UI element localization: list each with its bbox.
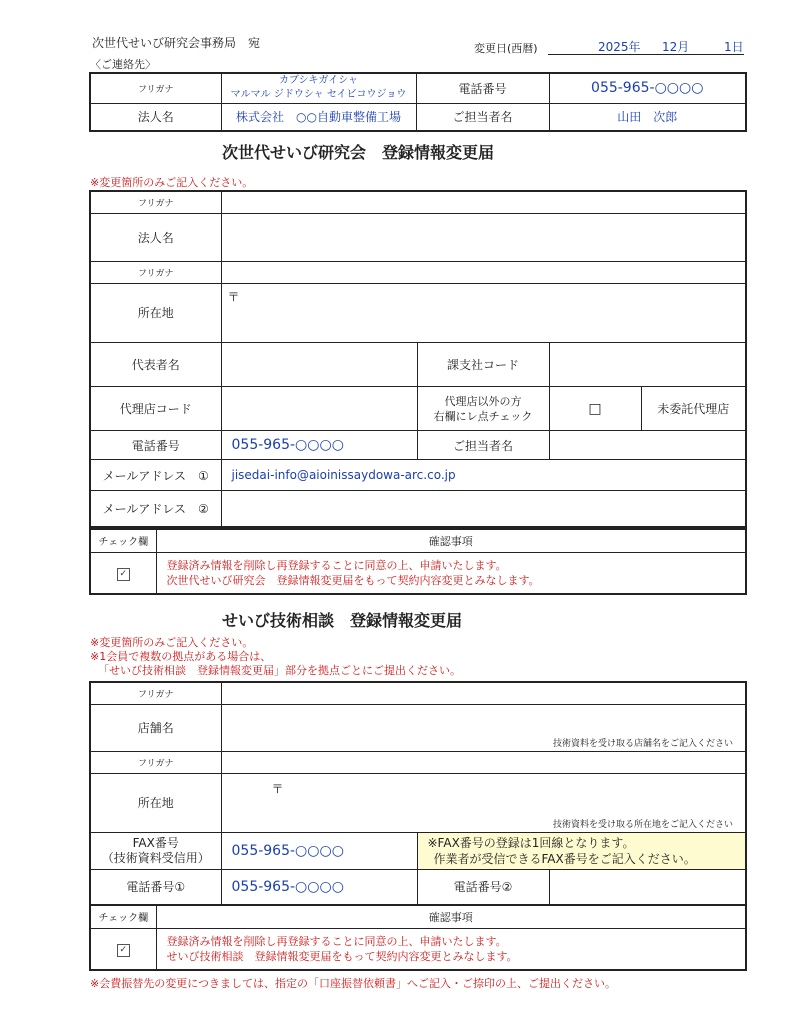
change-date-field[interactable] [548,38,744,55]
section2-title: せいび技術相談 登録情報変更届 [222,611,463,630]
section1-table [89,190,747,528]
s1-address-label: 所在地 [90,283,221,342]
contact-phone-label: 電話番号 [416,73,549,103]
s1-confirm-line2: 次世代せいび研究会 登録情報変更届をもって契約内容変更とみなします。 [166,573,540,587]
s2-note2: ※1会員で複数の拠点がある場合は、 [90,650,272,663]
s1-person-field[interactable] [549,431,746,460]
contact-table [89,72,747,132]
s2-check-col-label: チェック欄 [90,905,156,928]
s2-store-hint: 技術資料を受け取る店舗名をご記入ください [552,738,733,749]
section1-note: ※変更箇所のみご記入ください。 [90,176,254,189]
s1-address-field[interactable] [221,283,746,342]
addressee: 次世代せいび研究会事務局 宛 [92,36,261,50]
s1-person-label: ご担当者名 [417,431,549,460]
contact-furigana-label: フリガナ [90,73,221,103]
s1-non-agent-line2: 右欄にレ点チェック [433,409,533,423]
contact-furigana-line2: マルマル ジドウシャ セイビコウジョウ [230,89,407,101]
s1-corp-field[interactable] [221,213,746,261]
date-day: 1日 [724,40,744,54]
s2-fax-field[interactable]: 055-965-○○○○ [221,832,417,869]
contact-furigana-line1: カブシキガイシャ [278,75,359,87]
s1-address-furigana-label: フリガナ [90,261,221,283]
s1-rep-label: 代表者名 [90,342,221,386]
s2-postal-mark: 〒 [271,781,284,796]
footer-note: ※会費振替先の変更につきましては、指定の「口座振替依頼書」へご記入・ご捺印の上、ご提出ください。 [90,977,616,990]
s2-fax-note [417,832,746,869]
s1-unassigned-checkbox[interactable]: □ [549,387,641,431]
contact-person-label: ご担当者名 [416,103,549,131]
s1-branch-code-field[interactable] [549,342,746,386]
s1-unassigned-label: 未委託代理店 [641,387,746,431]
s1-check-col-label: チェック欄 [90,529,156,552]
s2-phone2-label: 電話番号② [417,869,549,905]
s1-non-agent-line1: 代理店以外の方 [444,394,522,408]
s2-address-furigana-field[interactable] [221,751,746,773]
s1-email2-label: メールアドレス ② [90,491,221,527]
s1-address-furigana-field[interactable] [221,261,746,283]
contact-corp-field[interactable]: 株式会社 ○○自動車整備工場 [221,103,416,131]
s2-store-label: 店舗名 [90,704,221,751]
change-date-label: 変更日(西暦) [474,42,538,55]
s2-phone1-label: 電話番号① [90,869,221,905]
date-year: 2025年 [598,40,641,54]
s1-furigana-field[interactable] [221,191,746,213]
section1-title: 次世代せいび研究会 登録情報変更届 [222,143,495,162]
s2-fax-label [90,832,221,869]
s2-store-field[interactable] [221,704,746,751]
s1-confirm-checkbox[interactable]: ✓ [117,568,130,581]
s1-confirm-text [156,552,746,594]
s2-fax-note-line1: ※FAX番号の登録は1回線となります。 [427,835,635,850]
contact-phone-field[interactable]: 055-965-○○○○ [549,73,746,103]
s1-email2-field[interactable] [221,491,746,527]
s2-address-field[interactable] [221,773,746,832]
s2-furigana-field[interactable] [221,682,746,704]
s1-non-agent-label [417,387,549,431]
s1-confirm-line1: 登録済み情報を削除し再登録することに同意の上、申請いたします。 [166,558,507,572]
section2-table [89,681,747,906]
s1-agent-code-label: 代理店コード [90,387,221,431]
s2-note1: ※変更箇所のみご記入ください。 [90,636,254,649]
s1-confirm-table [89,528,747,595]
s1-phone-label: 電話番号 [90,431,221,460]
s1-confirm-label: 確認事項 [156,529,746,552]
s1-corp-label: 法人名 [90,213,221,261]
s2-note3: 「せいび技術相談 登録情報変更届」部分を拠点ごとにご提出ください。 [98,664,461,677]
s2-fax-label-line1: FAX番号 [132,835,179,850]
s2-fax-note-line2: 作業者が受信できるFAX番号をご記入ください。 [433,851,696,866]
s2-confirm-text [156,928,746,970]
s2-confirm-line2: せいび技術相談 登録情報変更届をもって契約内容変更とみなします。 [166,949,518,963]
s2-phone2-field[interactable] [549,869,746,905]
s2-confirm-checkbox[interactable]: ✓ [117,944,130,957]
s1-postal-mark: 〒 [227,289,240,304]
s2-address-furigana-label: フリガナ [90,751,221,773]
s1-furigana-label: フリガナ [90,191,221,213]
s2-furigana-label: フリガナ [90,682,221,704]
contact-label: 〈ご連絡先〉 [90,58,156,71]
s2-confirm-line1: 登録済み情報を削除し再登録することに同意の上、申請いたします。 [166,934,507,948]
s2-address-hint: 技術資料を受け取る所在地をご記入ください [552,819,733,830]
contact-furigana-field[interactable] [221,73,416,103]
s2-fax-label-line2: （技術資料受信用） [101,850,210,865]
s1-rep-field[interactable] [221,342,417,386]
contact-corp-label: 法人名 [90,103,221,131]
s2-confirm-table [89,904,747,971]
s1-branch-code-label: 課支社コード [417,342,549,386]
s1-phone-field[interactable]: 055-965-○○○○ [221,431,417,460]
s2-phone1-field[interactable]: 055-965-○○○○ [221,869,417,905]
s2-confirm-label: 確認事項 [156,905,746,928]
contact-person-field[interactable]: 山田 次郎 [549,103,746,131]
section2-notes [90,636,461,678]
s2-address-label: 所在地 [90,773,221,832]
s1-email1-field[interactable]: jisedai-info@aioinissaydowa-arc.co.jp [221,460,746,491]
s1-agent-code-field[interactable] [221,387,417,431]
date-month: 12月 [662,40,690,54]
s1-email1-label: メールアドレス ① [90,460,221,491]
